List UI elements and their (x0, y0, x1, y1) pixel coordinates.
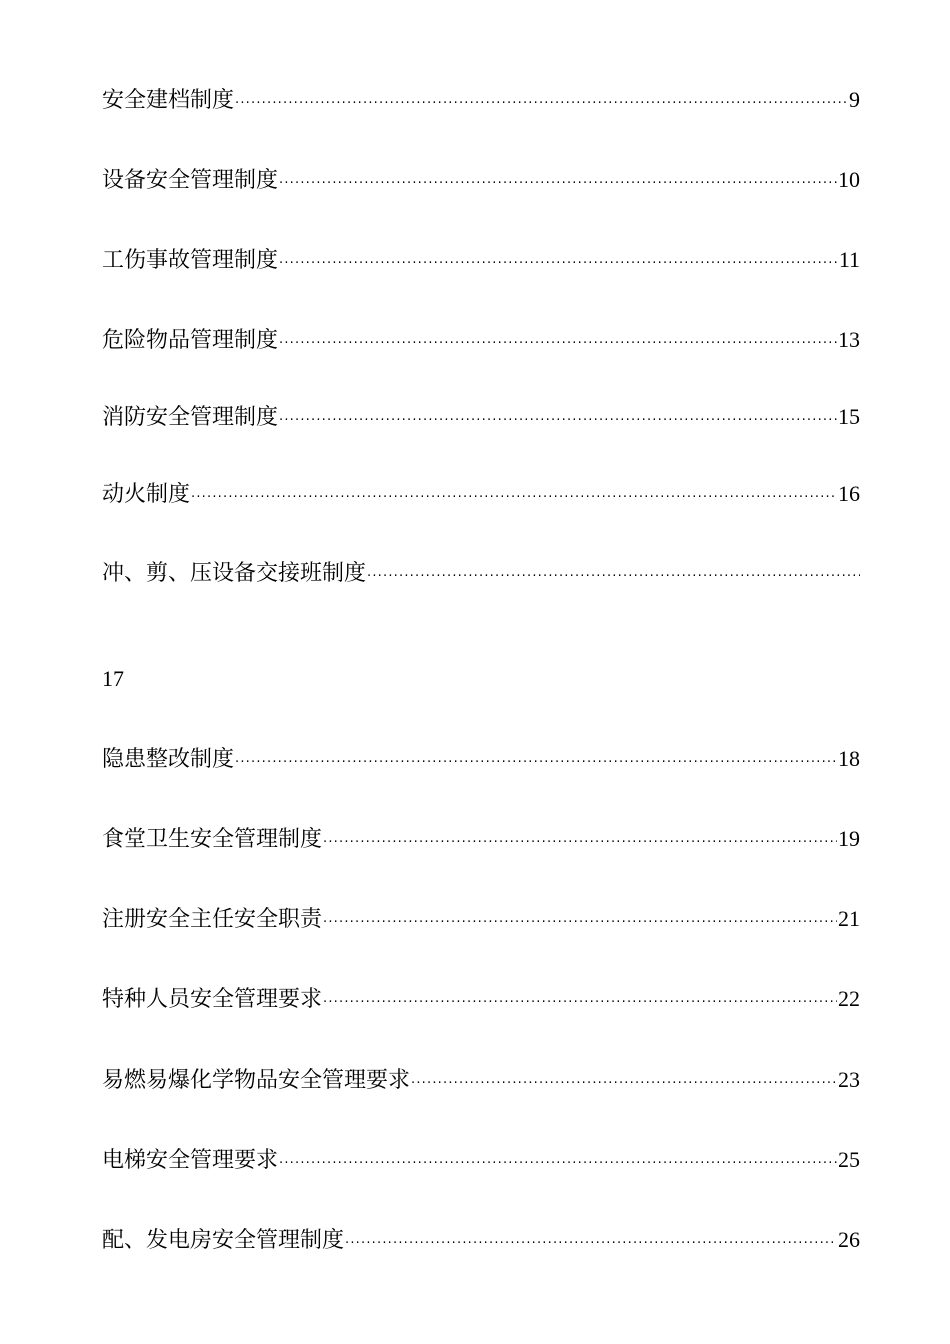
toc-wrapped-page-number: 17 (102, 666, 124, 691)
toc-entry-page: 25 (838, 1147, 860, 1172)
toc-entry-page: 18 (838, 746, 860, 771)
toc-entry (102, 982, 860, 1016)
toc-dot-leader (323, 826, 837, 860)
toc-entry-title: 电梯安全管理要求 (102, 1148, 279, 1173)
toc-dot-leader (235, 746, 837, 780)
toc-dot-leader (323, 906, 837, 940)
toc-entry (102, 243, 860, 277)
toc-entry-title: 设备安全管理制度 (102, 168, 279, 193)
toc-entry-page: 10 (838, 167, 860, 192)
toc-entry (102, 83, 860, 117)
toc-entry-page: 15 (838, 404, 860, 429)
toc-entry-title: 注册安全主任安全职责 (102, 907, 323, 932)
toc-entry (102, 477, 860, 511)
toc-entry (102, 400, 860, 434)
toc-entry-page: 9 (849, 87, 860, 112)
toc-entry (102, 902, 860, 936)
toc-entry (102, 822, 860, 856)
toc-entry-title: 冲、剪、压设备交接班制度 (102, 561, 367, 586)
toc-dot-leader (279, 1147, 837, 1181)
toc-entry-title: 危险物品管理制度 (102, 328, 279, 353)
toc-entry-page: 13 (838, 327, 860, 352)
toc-entry-title: 消防安全管理制度 (102, 405, 279, 430)
toc-entry-title: 食堂卫生安全管理制度 (102, 827, 323, 852)
toc-entry-title: 工伤事故管理制度 (102, 248, 279, 273)
toc-dot-leader (191, 481, 837, 515)
toc-entry-page: 22 (838, 986, 860, 1011)
toc-entry-page: 19 (838, 826, 860, 851)
toc-dot-leader (323, 986, 837, 1020)
toc-entry (102, 323, 860, 357)
toc-entry (102, 557, 860, 591)
toc-entry-page: 23 (838, 1067, 860, 1092)
toc-dot-leader (279, 167, 837, 201)
toc-entry-title: 特种人员安全管理要求 (102, 987, 323, 1012)
toc-dot-leader (235, 87, 848, 121)
toc-entry-page: 26 (838, 1227, 860, 1252)
toc-entry-page: 16 (838, 481, 860, 506)
toc-entry-title: 安全建档制度 (102, 88, 235, 113)
toc-entry-title: 配、发电房安全管理制度 (102, 1228, 345, 1253)
toc-dot-leader (411, 1067, 837, 1101)
toc-entry-page: 21 (838, 906, 860, 931)
toc-entry-title: 易燃易爆化学物品安全管理要求 (102, 1068, 411, 1093)
toc-dot-leader (279, 327, 837, 361)
toc-entry (102, 742, 860, 776)
toc-entry (102, 163, 860, 197)
toc-entry (102, 1063, 860, 1097)
toc-entry (102, 1223, 860, 1257)
toc-dot-leader (367, 560, 860, 594)
toc-dot-leader (345, 1227, 837, 1261)
toc-entry-title: 动火制度 (102, 482, 191, 507)
toc-dot-leader (279, 404, 837, 438)
toc-entry-page: 11 (838, 247, 860, 272)
toc-entry-title: 隐患整改制度 (102, 747, 235, 772)
toc-dot-leader (279, 247, 838, 281)
toc-entry (102, 1143, 860, 1177)
